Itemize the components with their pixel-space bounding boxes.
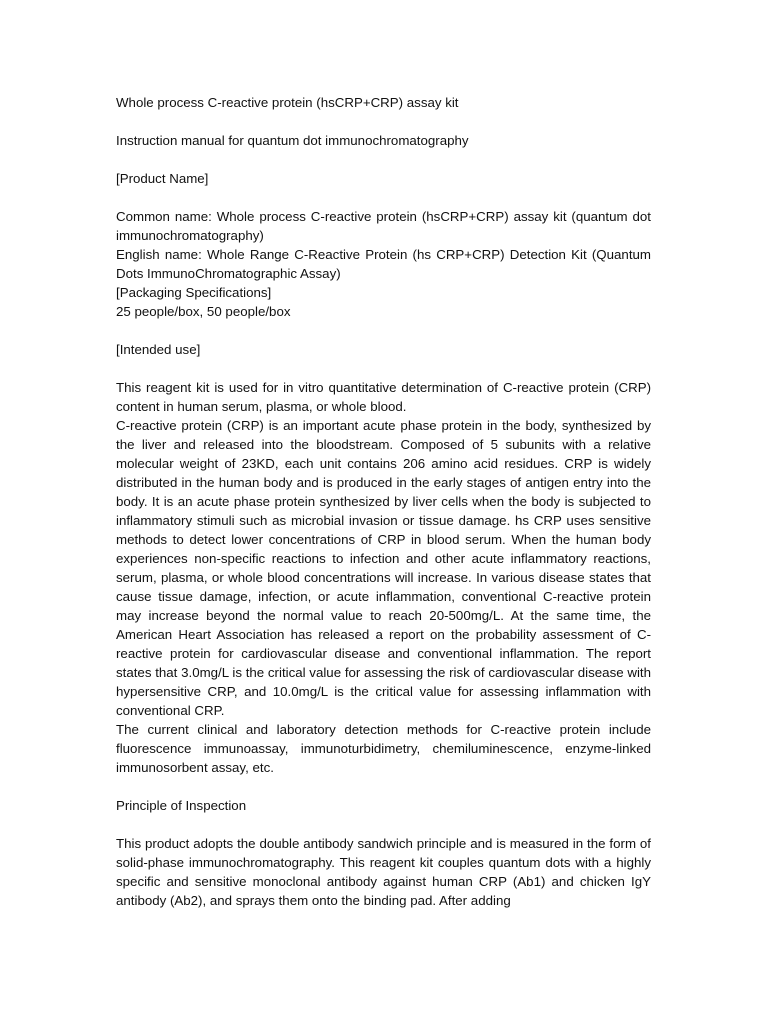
product-name-heading: [Product Name] <box>116 171 209 186</box>
principle-heading: Principle of Inspection <box>116 798 247 813</box>
spacer <box>116 188 651 207</box>
spacer <box>116 321 651 340</box>
packaging-heading: [Packaging Specifications] <box>116 285 272 300</box>
intended-use-paragraph-3: The current clinical and laboratory detection methods for C-reactive protein include fluorescence immunoassay, immunoturbidimetry, chemiluminescence, enzyme-linked immunosorbent assay, etc. <box>116 722 651 775</box>
intended-use-heading: [Intended use] <box>116 342 201 357</box>
intended-use-paragraph-1: This reagent kit is used for in vitro quantitative determination of C-reactive protein (CRP) content in human serum, plasma, or whole blood. <box>116 380 651 414</box>
document-subtitle: Instruction manual for quantum dot immunochromatography <box>116 133 469 148</box>
document-page <box>116 93 651 910</box>
intended-use-paragraph-2: C-reactive protein (CRP) is an important acute phase protein in the body, synthesized by the liver and released into the bloodstream. Composed of 5 subunits with a relative molecular weight of 23KD, each unit contains 206 amino acid residues. CRP is widely distributed in the human body and is produced in the early stages of antigen entry into the body. It is an acute phase protein synthesized by liver cells when the body is subjected to inflammatory stimuli such as microbial invasion or tissue damage. hs CRP uses sensitive methods to detect lower concentrations of CRP in blood serum. When the human body experiences non-specific reactions to infection and other acute inflammatory reactions, serum, plasma, or whole blood concentrations will increase. In various disease states that cause tissue damage, infection, or acute inflammation, conventional C-reactive protein may increase beyond the normal value to reach 20-500mg/L. At the same time, the American Heart Association has released a report on the probability assessment of C-reactive protein for cardiovascular disease and conventional inflammation. The report states that 3.0mg/L is the critical value for assessing the risk of cardiovascular disease with hypersensitive CRP, and 10.0mg/L is the critical value for assessing inflammation with conventional CRP. <box>116 418 651 718</box>
common-name-paragraph: Common name: Whole process C-reactive protein (hsCRP+CRP) assay kit (quantum dot immunochromatography) <box>116 209 651 243</box>
packaging-value: 25 people/box, 50 people/box <box>116 304 291 319</box>
spacer <box>116 777 651 796</box>
spacer <box>116 815 651 834</box>
principle-paragraph-1: This product adopts the double antibody sandwich principle and is measured in the form of solid-phase immunochromatography. This reagent kit couples quantum dots with a highly specific and sensitive monoclonal antibody against human CRP (Ab1) and chicken IgY antibody (Ab2), and sprays them onto the binding pad. After adding <box>116 836 651 908</box>
spacer <box>116 150 651 169</box>
document-title: Whole process C-reactive protein (hsCRP+CRP) assay kit <box>116 95 459 110</box>
spacer <box>116 359 651 378</box>
spacer <box>116 112 651 131</box>
english-name-paragraph: English name: Whole Range C-Reactive Protein (hs CRP+CRP) Detection Kit (Quantum Dots ImmunoChromatographic Assay) <box>116 247 651 281</box>
